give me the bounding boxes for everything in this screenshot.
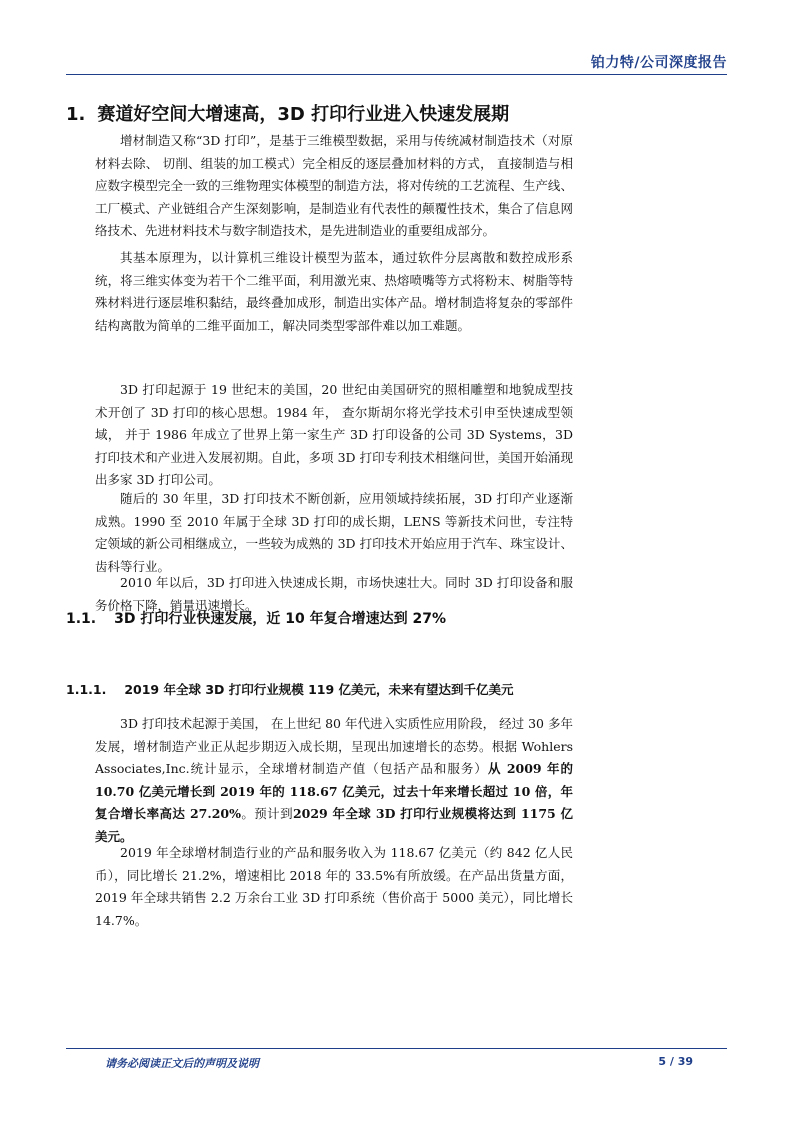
paragraph-principle: 其基本原理为，以计算机三维设计模型为蓝本，通过软件分层离散和数控成形系统，将三维实体变为若干个二维平面，利用激光束、热熔喷嘴等方式将粉末、树脂等特殊材料进行逐层堆积黏结，最终叠加成形，制造出实体产品。增材制造将复杂的零部件结构离散为简单的二维平面加工，解决同类型零部件难以加工难题。 [95, 250, 573, 333]
page-number: 5 / 39 [658, 1055, 693, 1068]
paragraph-origin: 3D 打印起源于 19 世纪末的美国，20 世纪由美国研究的照相雕塑和地貌成型技术开创了 3D 打印的核心思想。1984 年， 查尔斯胡尔将光学技术引申至快速成型领域， 并于 1986 年成立了世界上第一家生产 3D 打印设备的公司 3D Systems，3D 打印技术和产业进入发展初期。自此，多项 3D 打印专利技术相继问世，美国开始涌现出多家 3D 打印公司。 [95, 382, 573, 487]
disclaimer-note: 请务必阅读正文后的声明及说明 [105, 1057, 259, 1070]
header-divider [66, 74, 727, 75]
market-size-text: 3D 打印技术起源于美国， 在上世纪 80 年代进入实质性应用阶段， 经过 30 多年发展，增材制造产业正从起步期迈入成长期，呈现出加速增长的态势。根据 Wohlers Associates,Inc.统计显示，全球增材制造产值（包括产品和服务） [95, 716, 573, 776]
footer-divider [66, 1048, 727, 1049]
section-heading-1 [66, 100, 509, 126]
section-number: 1. [66, 104, 86, 125]
section-title: 2019 年全球 3D 打印行业规模 119 亿美元，未来有望达到千亿美元 [124, 682, 514, 697]
market-size-highlight: 从 2009 年的 10.70 亿美元增长到 2019 年的 118.67 亿美元，过去十年来增长超过 10 倍，年复合增长率高达 27.20% [95, 761, 574, 821]
section-title: 赛道好空间大增速高，3D 打印行业进入快速发展期 [97, 104, 510, 125]
market-forecast-highlight: 2029 年全球 3D 打印行业规模将达到 1175 亿美元。 [95, 806, 573, 844]
section-heading-1-1-1 [66, 680, 514, 698]
paragraph-definition: 增材制造又称“3D 打印”，是基于三维模型数据，采用与传统减材制造技术（对原材料去除、 切削、组装的加工模式）完全相反的逐层叠加材料的方式， 直接制造与相应数字模型完全一致的三维物理实体模型的制造方法，将对传统的工艺流程、生产线、工厂模式、产业链组合产生深刻影响，是制造业有代表性的颠覆性技术，集合了信息网络技术、先进材料技术与数字制造技术，是先进制造业的重要组成部分。 [95, 133, 573, 238]
paragraph-rapid-growth: 2010 年以后，3D 打印进入快速成长期，市场快速壮大。同时 3D 打印设备和服务价格下降，销量迅速增长。 [95, 575, 573, 613]
section-heading-1-1 [66, 608, 446, 628]
section-title: 3D 打印行业快速发展，近 10 年复合增速达到 27% [114, 611, 446, 627]
section-number: 1.1.1. [66, 682, 107, 697]
paragraph-revenue-2019: 2019 年全球增材制造行业的产品和服务收入为 118.67 亿美元（约 842 亿人民币），同比增长 21.2%，增速相比 2018 年的 33.5%有所放缓。在产品出货量方面，2019 年全球共销售 2.2 万余台工业 3D 打印系统（售价高于 5000 美元），同比增长 14.7%。 [95, 845, 573, 928]
report-header-title: 铂力特/公司深度报告 [590, 55, 727, 71]
section-number: 1.1. [66, 611, 97, 627]
paragraph-growth-period: 随后的 30 年里，3D 打印技术不断创新，应用领域持续拓展，3D 打印产业逐渐成熟。1990 至 2010 年属于全球 3D 打印的成长期，LENS 等新技术问世，专注特定领域的新公司相继成立，一些较为成熟的 3D 打印技术开始应用于汽车、珠宝设计、齿科等行业。 [95, 491, 573, 574]
market-size-text-2: 。预计到 [241, 806, 293, 821]
paragraph-market-size [95, 713, 573, 848]
